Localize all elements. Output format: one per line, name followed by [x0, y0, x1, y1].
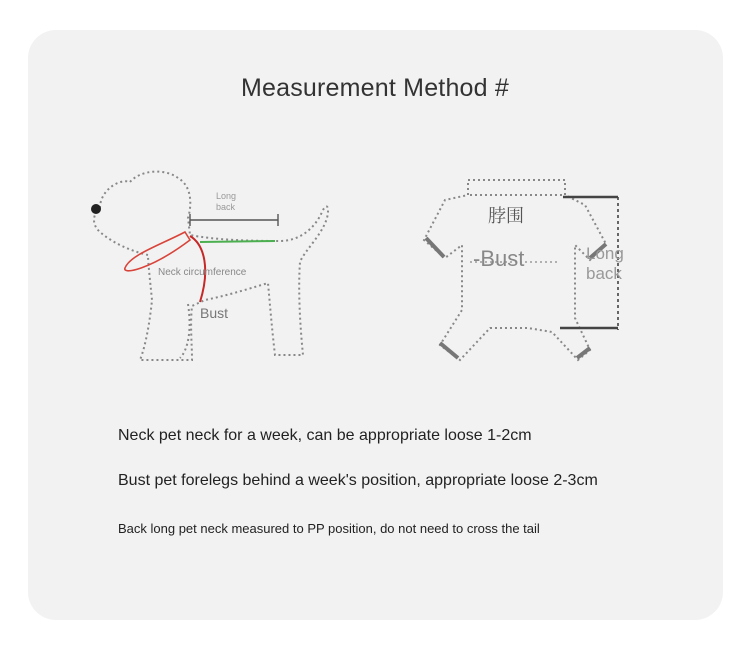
- neck-loop: [125, 232, 190, 271]
- back-line: [200, 241, 275, 242]
- back-instruction: Back long pet neck measured to PP position, do not need to cross the tail: [118, 521, 540, 536]
- garment-bust-label: -Bust: [473, 246, 525, 271]
- dog-neck-label: Neck circumference: [158, 267, 247, 278]
- dog-bust-label: Bust: [200, 305, 229, 321]
- dog-nose: [91, 204, 101, 214]
- dog-illustration: [94, 172, 328, 360]
- garment-long-label-1: Long: [586, 244, 624, 263]
- neck-instruction: Neck pet neck for a week, can be appropriate loose 1-2cm: [118, 427, 532, 444]
- bust-instruction: Bust pet forelegs behind a week's position, appropriate loose 2-3cm: [118, 472, 598, 489]
- dog-back-label-2: back: [216, 202, 236, 212]
- garment-neck-label: 脖围: [488, 206, 524, 226]
- page-title: Measurement Method #: [240, 74, 510, 102]
- dog-long-label-1: Long: [216, 191, 237, 201]
- garment-back-label-2: back: [586, 264, 622, 283]
